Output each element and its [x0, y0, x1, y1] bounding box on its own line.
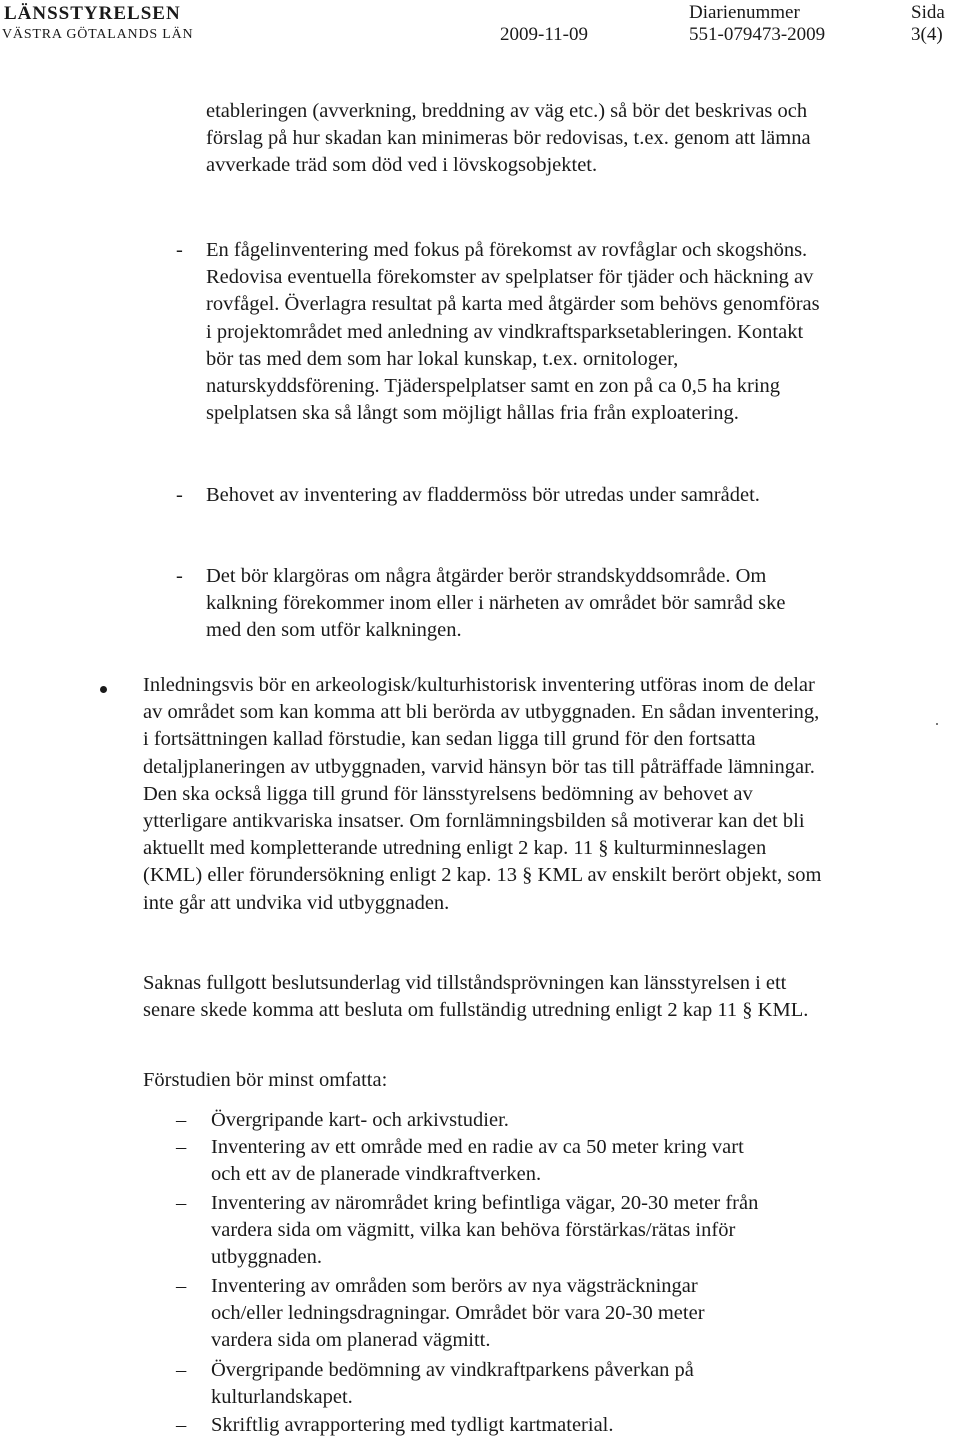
- list-dash: –: [176, 1109, 187, 1131]
- document-date: 2009-11-09: [500, 24, 588, 45]
- list-item: Skriftlig avrapportering med tydligt kartmaterial.: [211, 1414, 614, 1436]
- dash-marker: -: [176, 239, 183, 261]
- paragraph-archaeology: Inledningsvis bör en arkeologisk/kulturhistorisk inventering utföras inom de delar av området som kan komma att bli berörda av utbyggnaden. En sådan inventering, i fortsättningen kallad förstudie, kan sedan ligga till grund för den fortsatta detaljplaneringen av utbyggnaden, varvid hänsyn bör tas till påträffade lämningar. Den ska också ligga till grund för länsstyrelsens bedömning av behovet av ytterligare antikvariska insatser. Om fornlämningsbilden så motiverar kan det bli aktuellt med kompletterande utredning enligt 2 kap. 11 § kulturminneslagen (KML) eller förundersökning enligt 2 kap. 13 § KML av enskilt berört objekt, som inte går att undvika vid utbyggnaden.: [143, 674, 822, 914]
- diarienummer-value: 551-079473-2009: [689, 24, 826, 45]
- list-dash: –: [176, 1192, 187, 1214]
- list-dash: –: [176, 1359, 187, 1381]
- diarienummer-label: Diarienummer: [689, 2, 800, 23]
- page-label: Sida: [911, 2, 945, 23]
- paragraph-intro: etableringen (avverkning, breddning av väg etc.) så bör det beskrivas och förslag på hur skadan kan minimeras bör redovisas, t.ex. genom att lämna avverkade träd som död ved i lövskogsobjektet.: [206, 100, 811, 177]
- margin-speck: [936, 723, 938, 725]
- paragraph-study-intro: Förstudien bör minst omfatta:: [143, 1069, 388, 1091]
- list-dash: –: [176, 1414, 187, 1436]
- page-number: 3(4): [911, 24, 943, 45]
- organization-county: VÄSTRA GÖTALANDS LÄN: [2, 27, 194, 42]
- list-item: Övergripande bedömning av vindkraftparkens påverkan på kulturlandskapet.: [211, 1359, 694, 1409]
- bullet-dot: [100, 686, 107, 693]
- list-item: Övergripande kart- och arkivstudier.: [211, 1109, 509, 1131]
- paragraph-decision-basis: Saknas fullgott beslutsunderlag vid tillståndsprövningen kan länsstyrelsen i ett senare skede komma att besluta om fullständig utredning enligt 2 kap 11 § KML.: [143, 972, 809, 1022]
- paragraph-bat-inventory: Behovet av inventering av fladdermöss bör utredas under samrådet.: [206, 484, 760, 506]
- list-item: Inventering av närområdet kring befintliga vägar, 20-30 meter från vardera sida om vägmitt, vilka kan behöva förstärkas/rätas inför utbyggnaden.: [211, 1192, 759, 1269]
- dash-marker: -: [176, 484, 183, 506]
- letterhead: [0, 0, 960, 50]
- list-dash: –: [176, 1275, 187, 1297]
- organization-name: LÄNSSTYRELSEN: [4, 3, 181, 24]
- dash-marker: -: [176, 565, 183, 587]
- list-item: Inventering av områden som berörs av nya vägsträckningar och/eller ledningsdragningar. Området bör vara 20-30 meter vardera sida om planerad vägmitt.: [211, 1275, 705, 1352]
- paragraph-shoreline: Det bör klargöras om några åtgärder berör strandskyddsområde. Om kalkning förekommer inom eller i närheten av området bör samråd ske med den som utför kalkningen.: [206, 565, 786, 642]
- list-item: Inventering av ett område med en radie av ca 50 meter kring vart och ett av de planerade vindkraftverken.: [211, 1136, 744, 1186]
- paragraph-bird-inventory: En fågelinventering med fokus på förekomst av rovfåglar och skogshöns. Redovisa eventuella förekomster av spelplatser för tjäder och häckning av rovfågel. Överlagra resultat på karta med åtgärder som behövs genomföras i projektområdet med anledning av vindkraftsparksetableringen. Kontakt bör tas med dem som har lokal kunskap, t.ex. ornitologer, naturskyddsförening. Tjäderspelplatser samt en zon på ca 0,5 ha kring spelplatsen ska så långt som möjligt hållas fria från exploatering.: [206, 239, 820, 425]
- list-dash: –: [176, 1136, 187, 1158]
